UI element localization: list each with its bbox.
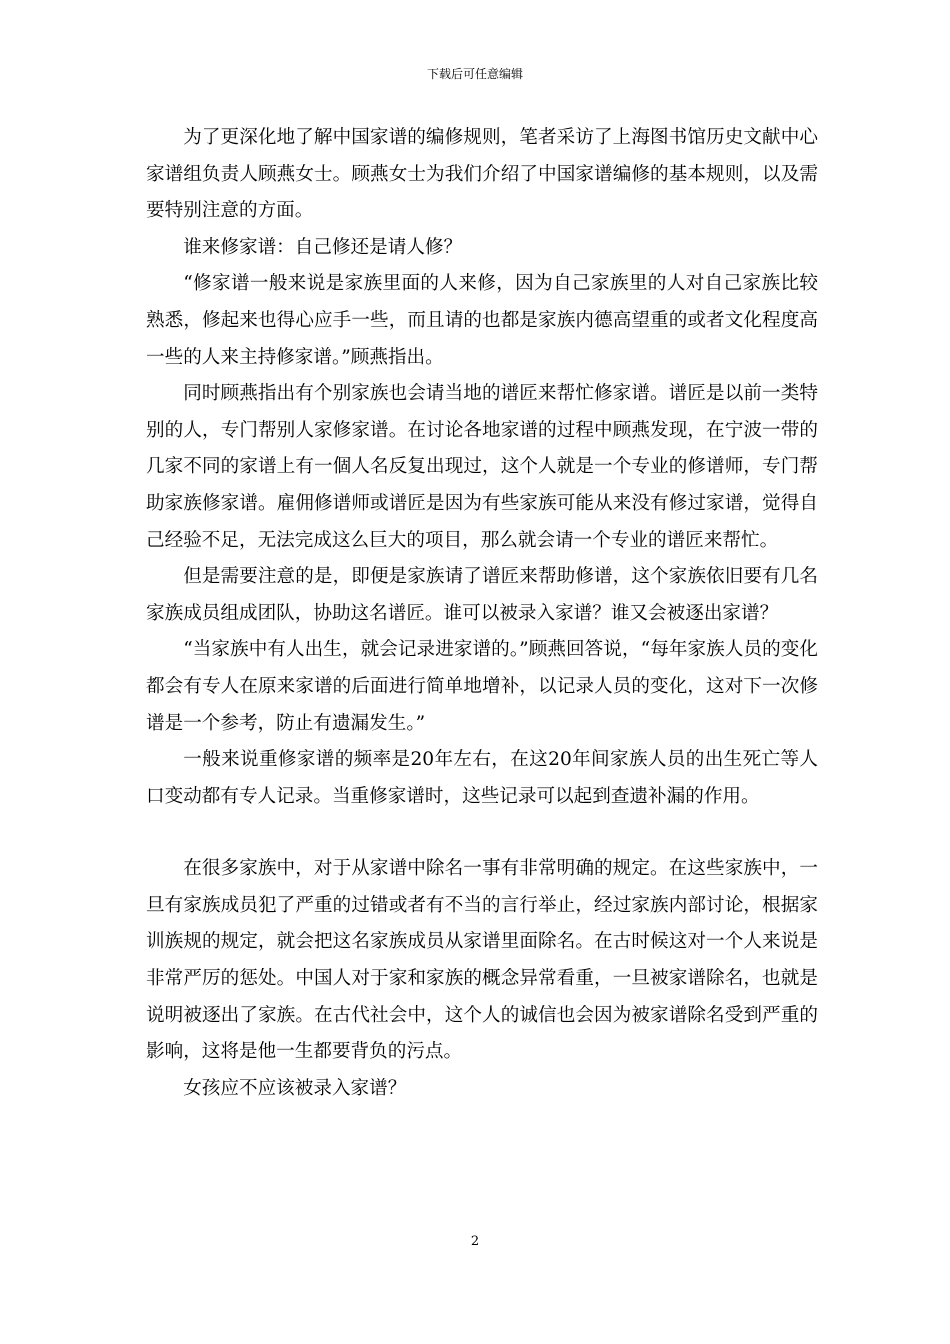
paragraph-genealogy-craftsman: 同时顾燕指出有个别家族也会请当地的谱匠来帮忙修家谱。谱匠是以前一类特别的人，专门帮别人家修家谱。在讨论各地家谱的过程中顾燕发现，在宁波一带的几家不同的家谱上有一個人名反复出现过，这个人就是一个专业的修谱师，专门帮助家族修家谱。雇佣修谱师或谱匠是因为有些家族可能从来没有修过家谱，觉得自己经验不足，无法完成这么巨大的项目，那么就会请一个专业的谱匠来帮忙。 bbox=[146, 383, 818, 551]
document-body bbox=[146, 120, 818, 1107]
page-number: 2 bbox=[470, 1234, 480, 1249]
paragraph-revision-frequency: 一般来说重修家谱的频率是20年左右，在这20年间家族人员的出生死亡等人口变动都有专人记录。当重修家谱时，这些记录可以起到查遗补漏的作用。 bbox=[146, 749, 818, 807]
paragraph-team-assist: 但是需要注意的是，即便是家族请了谱匠来帮助修谱，这个家族依旧要有几名家族成员组成团队，协助这名谱匠。谁可以被录入家谱？谁又会被逐出家谱？ bbox=[146, 566, 818, 624]
paragraph-gap bbox=[146, 815, 818, 851]
paragraph-quote-family-compiles: “修家谱一般来说是家族里面的人来修，因为自己家族里的人对自己家族比较熟悉，修起来也得心应手一些，而且请的也都是家族内德高望重的或者文化程度高一些的人来主持修家谱。”顾燕指出。 bbox=[146, 273, 818, 368]
paragraph-quote-birth-record: “当家族中有人出生，就会记录进家谱的。”顾燕回答说，“每年家族人员的变化都会有专人在原来家谱的后面进行简单地增补，以记录人员的变化，这对下一次修谱是一个参考，防止有遗漏发生。” bbox=[146, 639, 818, 734]
paragraph-removal-rules: 在很多家族中，对于从家谱中除名一事有非常明确的规定。在这些家族中，一旦有家族成员犯了严重的过错或者有不当的言行举止，经过家族内部讨论，根据家训族规的规定，就会把这名家族成员从家谱里面除名。在古时候这对一个人来说是非常严厉的惩处。中国人对于家和家族的概念异常看重，一旦被家谱除名，也就是说明被逐出了家族。在古代社会中，这个人的诚信也会因为被家谱除名受到严重的影响，这将是他一生都要背负的污点。 bbox=[146, 858, 818, 1063]
paragraph-intro: 为了更深化地了解中国家谱的编修规则，笔者采访了上海图书馆历史文献中心家谱组负责人顾燕女士。顾燕女士为我们介绍了中国家谱编修的基本规则，以及需要特别注意的方面。 bbox=[146, 127, 818, 222]
page-header: 下载后可任意编辑 bbox=[426, 67, 523, 81]
section-heading-girls: 女孩应不应该被录入家谱？ bbox=[183, 1077, 407, 1099]
section-heading-who-compiles: 谁来修家谱：自己修还是请人修？ bbox=[183, 236, 463, 258]
